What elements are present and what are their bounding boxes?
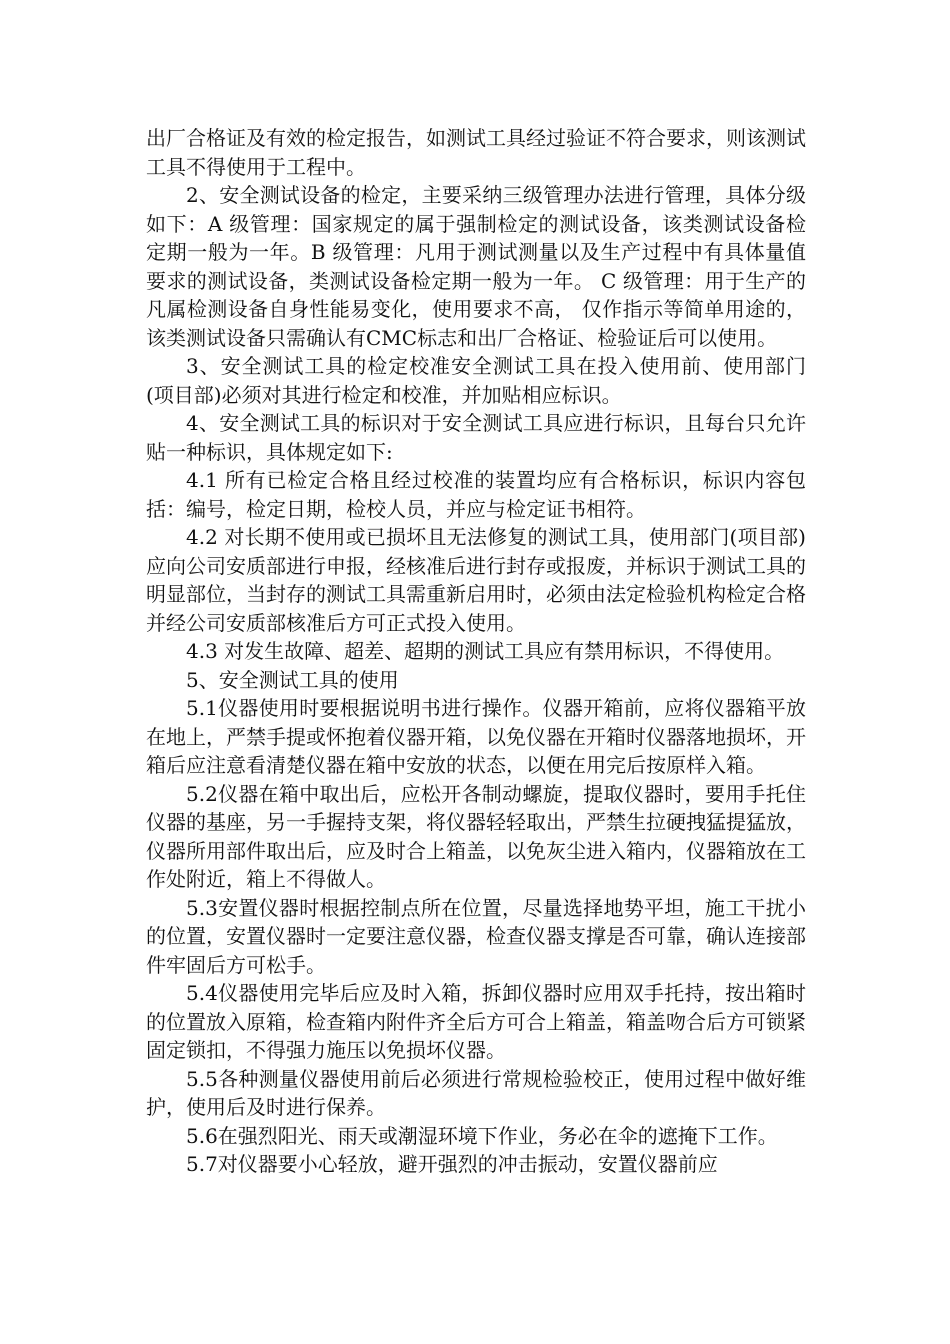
paragraph-item-4-1: 4.1 所有已检定合格且经过校准的装置均应有合格标识，标识内容包括：编号，检定日期，检校人员，并应与检定证书相符。 [146, 468, 806, 521]
paragraph-item-5-6: 5.6在强烈阳光、雨天或潮湿环境下作业，务必在伞的遮掩下工作。 [186, 1123, 778, 1148]
paragraph-item-5-7: 5.7对仪器要小心轻放，避开强烈的冲击振动，安置仪器前应 [186, 1152, 718, 1176]
paragraph-item-5-1: 5.1仪器使用时要根据说明书进行操作。仪器开箱前，应将仪器箱平放在地上，严禁手提或怀抱着仪器开箱，以免仪器在开箱时仪器落地损坏，开箱后应注意看清楚仪器在箱中安放的状态，以便在用完后按原样入箱。 [146, 696, 806, 777]
paragraph-item-5-4: 5.4仪器使用完毕后应及时入箱，拆卸仪器时应用双手托持，按出箱时的位置放入原箱，检查箱内附件齐全后方可合上箱盖，箱盖吻合后方可锁紧固定锁扣，不得强力施压以免损坏仪器。 [146, 981, 806, 1062]
paragraph-section-5: 5、安全测试工具的使用 [186, 667, 399, 692]
paragraph-section-2: 2、安全测试设备的检定，主要采纳三级管理办法进行管理，具体分级如下：A 级管理：国家规定的属于强制检定的测试设备，该类测试设备检定期一般为一年。B 级管理：凡用于测试测量以及生产过程中有具体量值要求的测试设备，类测试设备检定期一般为一年。 C 级管理：用于生产的凡属检测设备自身性能易变化，使用要求不高， 仅作指示等简单用途的，该类测试设备只需确认有CMC标志和出厂合格证、检验证后可以使用。 [146, 183, 806, 350]
paragraph-item-5-2: 5.2仪器在箱中取出后，应松开各制动螺旋，提取仪器时，要用手托住仪器的基座，另一手握持支架，将仪器轻轻取出，严禁生拉硬拽猛提猛放，仪器所用部件取出后，应及时合上箱盖，以免灰尘进入箱内，仪器箱放在工作处附近，箱上不得做人。 [146, 781, 806, 891]
paragraph-section-3: 3、安全测试工具的检定校准安全测试工具在投入使用前、使用部门(项目部)必须对其进行检定和校准，并加贴相应标识。 [146, 354, 806, 407]
paragraph-item-5-5: 5.5各种测量仪器使用前后必须进行常规检验校正，使用过程中做好维护，使用后及时进行保养。 [146, 1066, 806, 1119]
paragraph-item-4-2: 4.2 对长期不使用或已损坏且无法修复的测试工具，使用部门(项目部)应向公司安质部进行申报，经核准后进行封存或报废，并标识于测试工具的明显部位，当封存的测试工具需重新启用时，必须由法定检验机构检定合格并经公司安质部核准后方可正式投入使用。 [146, 525, 806, 635]
document-body [146, 124, 806, 1179]
paragraph-section-4: 4、安全测试工具的标识对于安全测试工具应进行标识，且每台只允许贴一种标识，具体规定如下: [146, 411, 806, 464]
paragraph-item-4-3: 4.3 对发生故障、超差、超期的测试工具应有禁用标识，不得使用。 [186, 639, 785, 663]
paragraph-continuation: 出厂合格证及有效的检定报告，如测试工具经过验证不符合要求，则该测试工具不得使用于工程中。 [146, 126, 806, 179]
paragraph-item-5-3: 5.3安置仪器时根据控制点所在位置，尽量选择地势平坦，施工干扰小的位置，安置仪器时一定要注意仪器，检查仪器支撑是否可靠，确认连接部件牢固后方可松手。 [146, 895, 806, 977]
